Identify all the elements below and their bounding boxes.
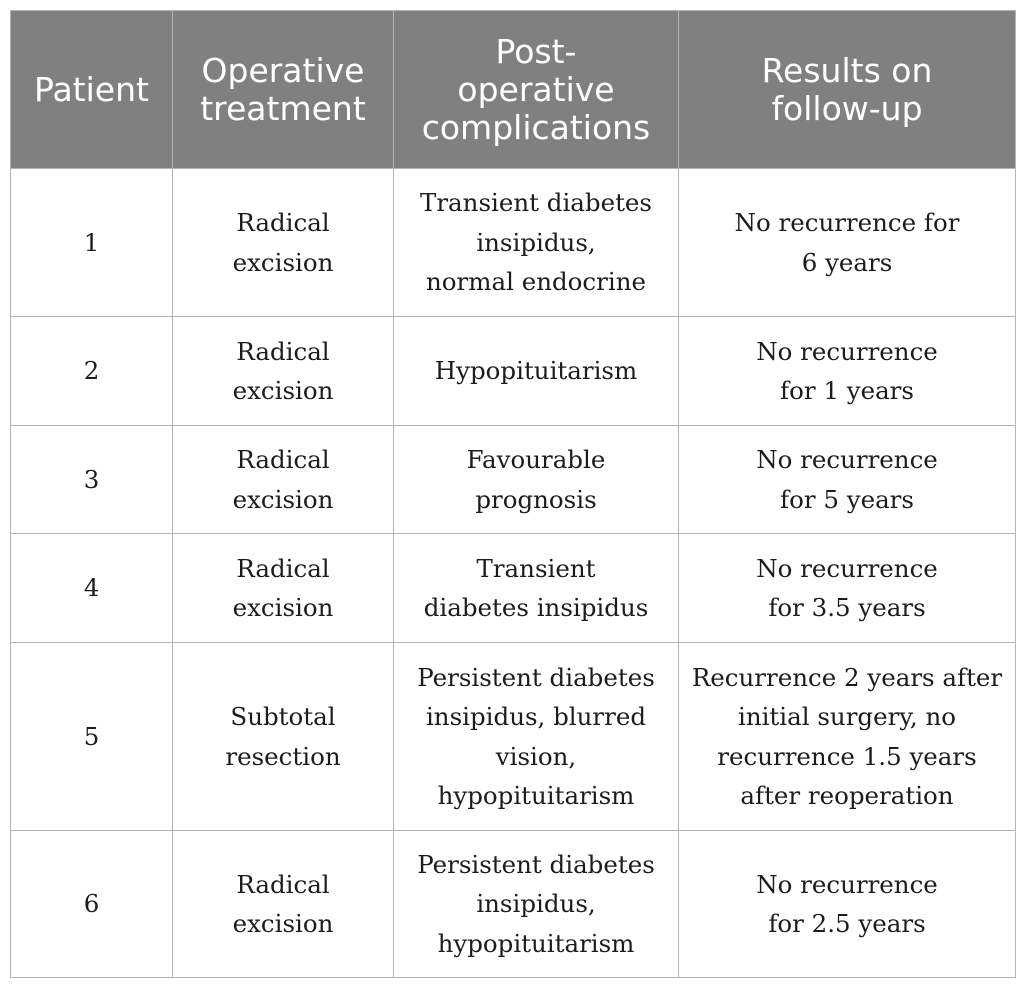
cell-results: No recurrence for 5 years	[679, 426, 1016, 534]
cell-complications: Hypopituitarism	[394, 317, 679, 426]
cell-patient: 3	[11, 426, 173, 534]
header-results-on-follow-up: Results on follow-up	[679, 11, 1016, 169]
header-operative-treatment: Operative treatment	[173, 11, 394, 169]
header-post-operative-complications: Post- operative complications	[394, 11, 679, 169]
cell-treatment: Radical excision	[173, 534, 394, 643]
cell-complications: Transient diabetes insipidus	[394, 534, 679, 643]
cell-treatment: Radical excision	[173, 169, 394, 317]
cell-patient: 4	[11, 534, 173, 643]
table-row	[11, 317, 1016, 426]
cell-patient: 6	[11, 831, 173, 978]
table-row	[11, 831, 1016, 978]
cell-results: No recurrence for 3.5 years	[679, 534, 1016, 643]
table-row	[11, 643, 1016, 831]
outcomes-table	[10, 10, 1016, 978]
cell-patient: 5	[11, 643, 173, 831]
cell-patient: 2	[11, 317, 173, 426]
table-header-row	[11, 11, 1016, 169]
cell-treatment: Radical excision	[173, 831, 394, 978]
cell-results: No recurrence for 2.5 years	[679, 831, 1016, 978]
table-row	[11, 426, 1016, 534]
cell-treatment: Radical excision	[173, 426, 394, 534]
cell-complications: Persistent diabetes insipidus, hypopituitarism	[394, 831, 679, 978]
cell-results: No recurrence for 1 years	[679, 317, 1016, 426]
cell-patient: 1	[11, 169, 173, 317]
cell-complications: Transient diabetes insipidus, normal endocrine	[394, 169, 679, 317]
cell-complications: Persistent diabetes insipidus, blurred vision, hypopituitarism	[394, 643, 679, 831]
table-row	[11, 534, 1016, 643]
cell-results: No recurrence for 6 years	[679, 169, 1016, 317]
table-row	[11, 169, 1016, 317]
cell-treatment: Subtotal resection	[173, 643, 394, 831]
cell-results: Recurrence 2 years after initial surgery, no recurrence 1.5 years after reoperation	[679, 643, 1016, 831]
header-patient: Patient	[11, 11, 173, 169]
cell-treatment: Radical excision	[173, 317, 394, 426]
cell-complications: Favourable prognosis	[394, 426, 679, 534]
